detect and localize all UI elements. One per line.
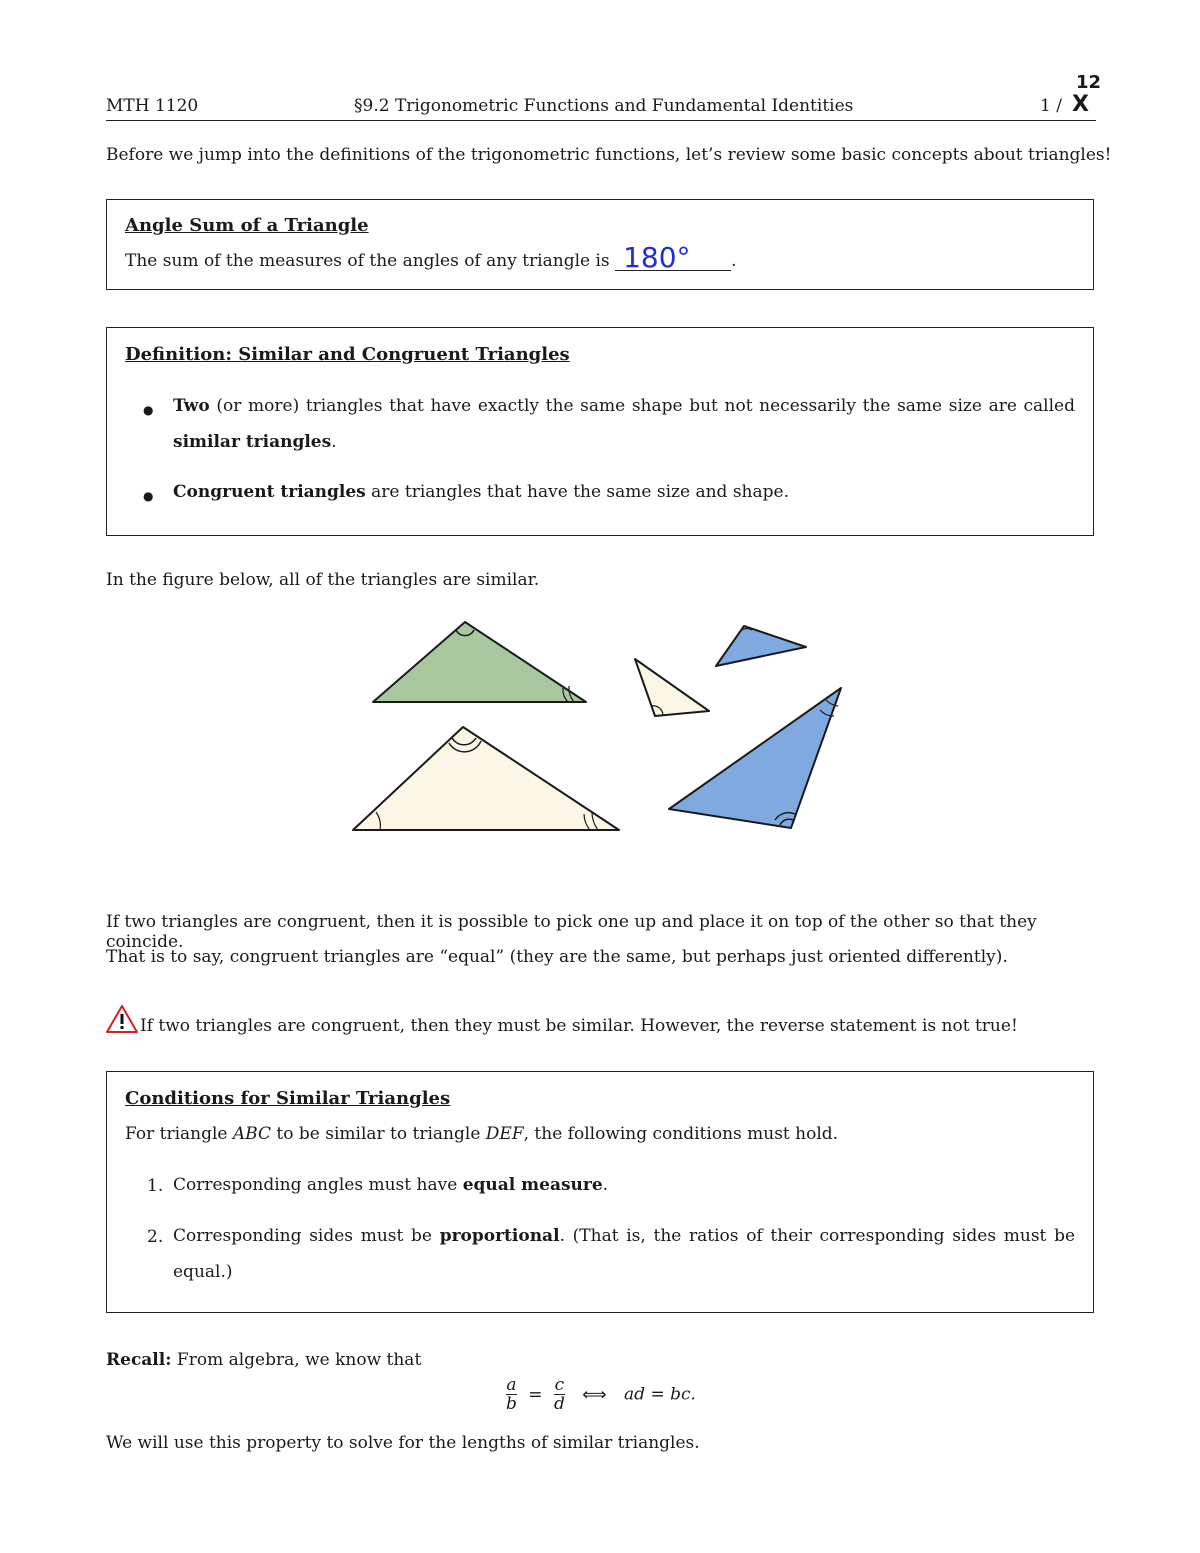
conditions-box — [106, 1071, 1094, 1313]
warning-text: If two triangles are congruent, then they must be similar. However, the reverse statement is not true! — [140, 1016, 1018, 1036]
large-cream-triangle — [353, 727, 619, 830]
conditions-intro: For triangle ABC to be similar to triangle DEF, the following conditions must hold. — [125, 1124, 839, 1144]
fraction-a-b: $\frac{a}{b}$ — [506, 1375, 517, 1414]
warning-triangle-icon — [105, 1004, 139, 1034]
page-number: 1 / — [1040, 96, 1062, 116]
figure-caption: In the figure below, all of the triangles are similar. — [106, 570, 540, 590]
congruent-line-2: That is to say, congruent triangles are “equal” (they are the same, but perhaps just oriented differently). — [106, 947, 1008, 967]
angle-sum-statement: The sum of the measures of the angles of any triangle is 180° . — [125, 241, 737, 274]
angle-sum-title: Angle Sum of a Triangle — [125, 215, 369, 236]
bullet-congruent: Congruent triangles are triangles that have the same size and shape. — [173, 482, 789, 502]
handwritten-score: 12 — [1076, 72, 1102, 93]
intro-text: Before we jump into the definitions of the trigonometric functions, let’s review some basic concepts about triangles! — [106, 145, 1112, 165]
item-1-number: 1. — [147, 1176, 164, 1196]
bullet-similar: Two (or more) triangles that have exactly the same shape but not necessarily the same size are called similar triangles. — [173, 396, 1075, 452]
small-cream-triangle — [635, 659, 709, 716]
score-struck-mark: X — [1072, 92, 1089, 117]
bullet-icon: ● — [143, 403, 154, 417]
definition-title: Definition: Similar and Congruent Triangles — [125, 344, 570, 365]
proportion-equation: $\frac{a}{b}$ = $\frac{c}{d}$ ⟺ ad = bc. — [506, 1375, 696, 1414]
section-title: §9.2 Trigonometric Functions and Fundamental Identities — [354, 96, 854, 116]
item-2-number: 2. — [147, 1227, 164, 1247]
course-code: MTH 1120 — [106, 96, 199, 116]
small-blue-triangle — [716, 626, 806, 666]
fraction-c-d: $\frac{c}{d}$ — [553, 1375, 565, 1414]
green-triangle — [373, 622, 586, 702]
condition-1: Corresponding angles must have equal measure. — [173, 1175, 609, 1195]
condition-2: Corresponding sides must be proportional. (That is, the ratios of their corresponding sides must be equal.) — [173, 1226, 1076, 1282]
bullet-icon: ● — [143, 489, 154, 503]
recall-line: Recall: From algebra, we know that — [106, 1350, 422, 1370]
congruent-line-1: If two triangles are congruent, then it is possible to pick one up and place it on top of the other so that they coincide. — [106, 912, 1037, 952]
recall-label: Recall: — [106, 1350, 172, 1370]
conditions-title: Conditions for Similar Triangles — [125, 1088, 451, 1109]
handwritten-answer: 180° — [623, 241, 691, 274]
closing-text: We will use this property to solve for the lengths of similar triangles. — [106, 1433, 700, 1453]
